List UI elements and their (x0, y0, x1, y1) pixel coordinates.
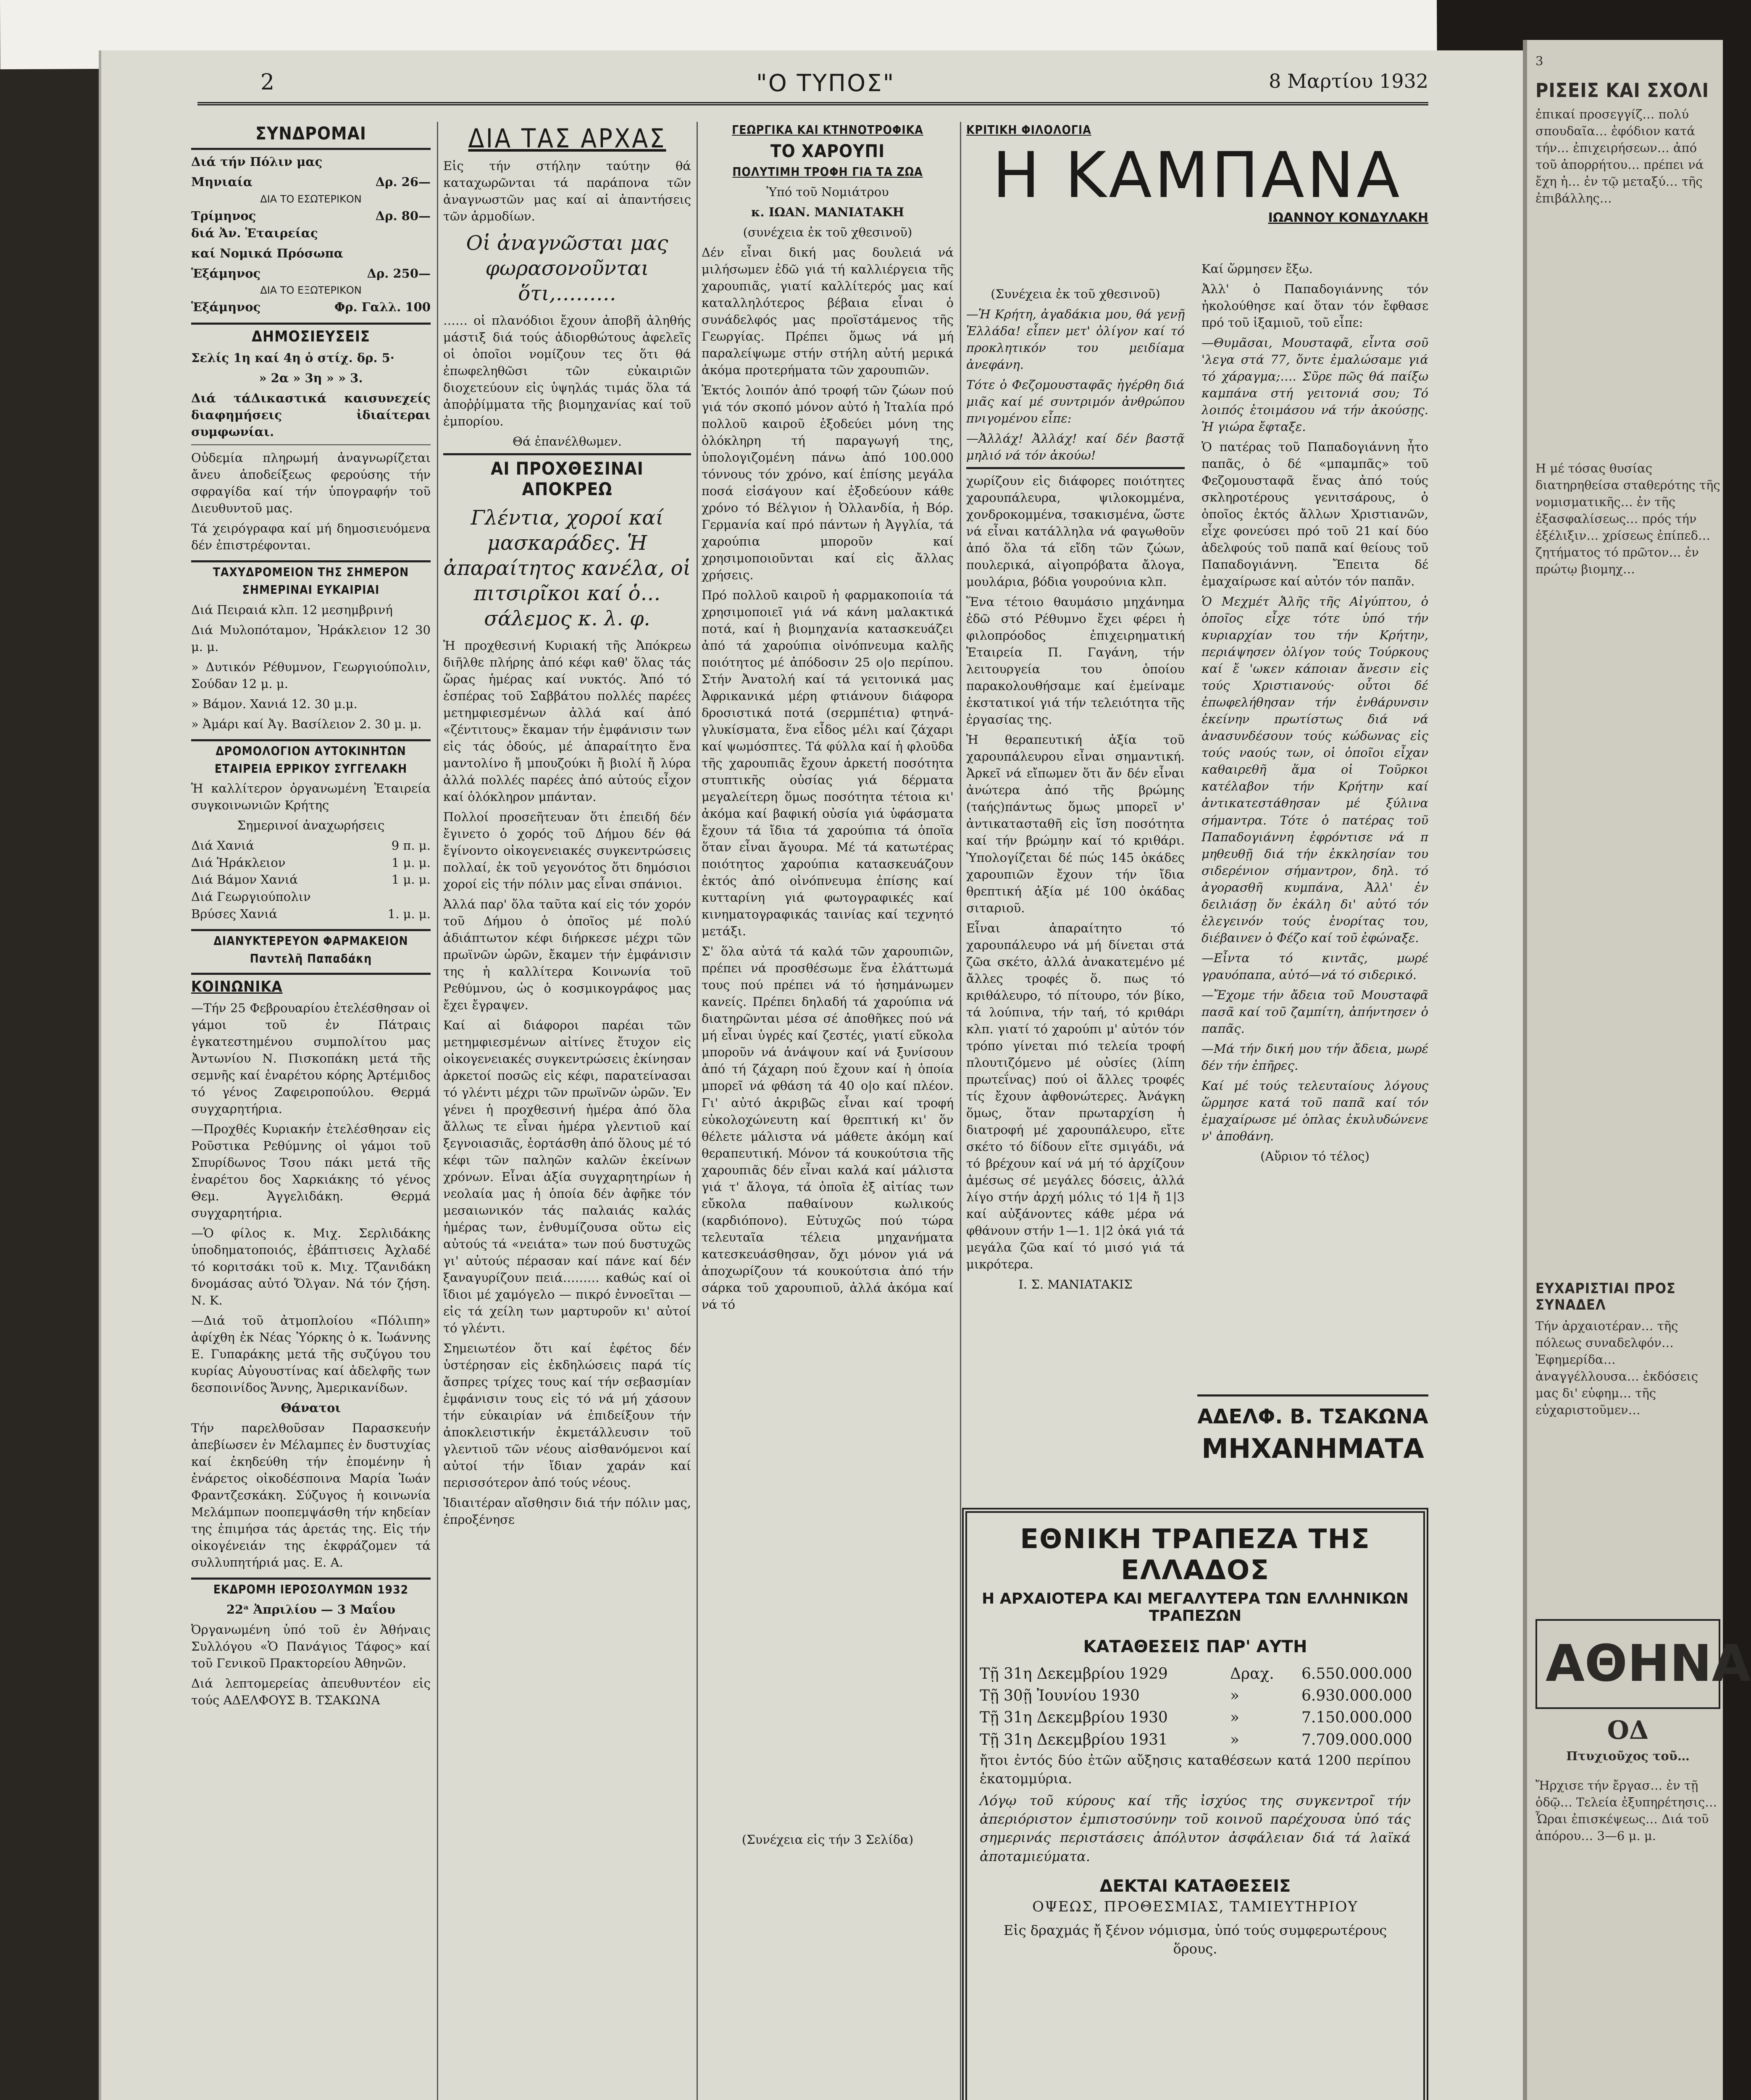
pilgrimage-section (191, 1583, 431, 1708)
post-office-section (191, 566, 431, 732)
carnival-headline: Γλέντια, χοροί καί μασκαράδες. Ἡ ἀπαραίτητος κανέλα, οἱ πιτσιρῖκοι καί ὁ… σάλεμος κ. λ. φ. (443, 506, 691, 631)
binder-edge (0, 69, 99, 2100)
continued-note: (Συνέχεια εἰς τήν 3 Σελίδα) (741, 1832, 914, 1847)
bus-sub: Σημερινοί ἀναχωρήσεις (237, 818, 385, 833)
article-text: Ἰδιαιτέραν αἴσθησιν διά τήν πόλιν μας, ἐπροξένησε (443, 1495, 691, 1527)
athina-sub2: Πτυχιοῦχος τοῦ… (1566, 1749, 1690, 1764)
kampana-col-b (1202, 260, 1428, 1168)
publications-text: Διά τάΔικαστικά καισυνεχείς διαφημήσεις ἰδιαίτεραι συμφωνίαι. (191, 391, 431, 439)
right-page-number: 3 (1535, 54, 1543, 68)
article-text: Εἶναι ἀπαραίτητο τό χαρουπάλευρο νά μή δίνεται στά ζῶα σκέτο, ἀλλά ἀνακατεμένο μέ ἄλλες τροφές ὅ. πως τό κριθάλευρο, τό πίτουρο, τόν βίκο, τά λούπινα, τήν ταή, τό κριθάρι κλπ. γιατί τό χαρούπι μ' αὐτόν τόν τρόπο γίνεται πιό τελεία τροφή πλουτιζόμενο μέ οὐσίες (λίπη πρωτεΐνας) πού οἱ ἄλλες τροφές τίς ἔχουν ἀφθονώτερες. Ἀνάγκη ὅμως, ὅταν πρωταρχίση ἡ διατροφή μέ χαρουπάλευρο, εἴτε σκέτο τό δίδουν εἴτε σμιγάδι, νά τό βρέχουν καί νά μή τό ἀρχίζουν ἀμέσως σέ μεγάλες δόσεις, ἀλλά λίγο στήν ἀρχή μόλις τό 1|4 ἤ 1|3 καί αὐξάνοντες κάθε μέρα νά φθάνουν στήν 1—1. 1|2 ὀκά γιά τά μεγάλα ζῶα καί τό μισό γιά τά μικρότερα. (966, 921, 1185, 1271)
divider (191, 929, 431, 931)
article-text: Ἡ προχθεσινή Κυριακή τῆς Ἀπόκρεω διῆλθε πλήρης ἀπό κέφι καθ' ὅλας τάς ὥρας ἡμέρας καί νυκτός. Ἀπό τό ἑσπέρας τοῦ Σαββάτου πολλές παρέες μετημφιεσμένων ἀλλά καί ἀπό «ζέντιτους» ἔκαμαν τήν ἐμφάνισιν των εἰς τάς ὁδούς, μέ ἀπαραίτητο ἕνα μαντολίνο ἤ μπουζούκι ἤ βιολί ἤ λύρα ἀλλά πολλές παρέες ἀπό αὐτούς εἶχον καί ὁλόκληρον μπάνταν. (443, 638, 691, 804)
divider (191, 973, 431, 975)
subscription-line: Μηνιαία Δρ. 26— (191, 175, 431, 189)
divider (443, 453, 691, 455)
social-title: ΚΟΙΝΩΝΙΚΑ (191, 978, 283, 995)
tsakona-ad-line2: ΜΗΧΑΝΗΜΑΤΑ (1202, 1433, 1424, 1465)
divider (191, 1578, 431, 1580)
post-office-text: Διά Πειραιά κλπ. 12 μεσημβρινή (191, 602, 393, 617)
bus-intro: Ἡ καλλίτερον ὀργανωμένη Ἑταιρεία συγκοινωνιῶν Κρήτης (191, 781, 431, 813)
issue-date: 8 Μαρτίου 1932 (1269, 70, 1428, 92)
article-text: Σ' ὅλα αὐτά τά καλά τῶν χαρουπιῶν, πρέπει νά προσθέσωμε ἕνα ἐλάττωμά τους πού πρέπει νά τό ἠσημάνωμεν κανείς. Πρέπει δηλαδή τά χαρούπια νά διατηρῶνται μέσα σέ ἀποθῆκες πού νά μή εἶναι ὑγρές καί ζεστές, γιατί εὔκολα μποροῦν νά ἀνάψουν καί νά ξυνίσουν ἀπό τή ζάχαρη πού ἔχουν καί ἡ ὁποία μπορεῖ νά φθάση τά 40 ο|ο καί πλέον. Γι' αὐτό ἀκριβῶς εἶναι καί τροφή εὐκολοχώνευτη καί θρεπτική κι' ὅν θέλετε μάλιστα νά μάθετε ἀκόμη καί θεραπευτική. Μόνον τά κουκούτσια τῆς χαρουπιᾶς δέν εἶναι καλά καί μάλιστα γιά τ' ἄλογα, τά ὁποῖα ἐξ αἰτίας των εὔκολα παθαίνουν κωλικούς (καρδιόπονο). Εὐτυχῶς πού τώρα τελευταῖα τέλεια μηχανήματα κατεσκευάσθησαν, ὄχι μόνον γιά νά ἀποχωρίζουν τά κουκούτσια ἀπό τήν σάρκα τοῦ χαρουπιοῦ, ἀλλά ἀκόμα καί νά τό (702, 944, 954, 1312)
continuation-note: (Συνέχεια ἐκ τοῦ χθεσινοῦ) (991, 287, 1160, 301)
national-bank-ad (962, 1508, 1428, 2100)
athina-sub: ΟΔ (1607, 1715, 1649, 1745)
bank-closing: Εἰς δραχμάς ἤ ξένον νόμισμα, ὑπό τούς συμφερωτέρους ὅρους. (1003, 1922, 1387, 1957)
divider (191, 323, 431, 325)
column-rule (437, 122, 438, 2100)
authorities-intro: Εἰς τήν στήλην ταύτην θά καταχωρῶνται τά παράπονα τῶν ἀναγνωστῶν μας καί αἱ ἀπαντήσεις τῶν ἁρμοδίων. (443, 159, 691, 224)
social-text: —Ὁ φίλος κ. Μιχ. Σερλιδάκης ὑποδηματοποιός, ἐβάπτισεις Ἀχλαδέ τό κοριτσάκι τοῦ κ. Μιχ. Τζανιδάκη δνομάσας αὐτό Ὄλγαν. Νά τόν ζήση. Ν. Κ. (191, 1226, 431, 1308)
right-page-ad-box (1535, 1619, 1751, 2012)
kampana-title: Η ΚΑΜΠΑΝΑ (992, 139, 1402, 213)
social-text: —Διά τοῦ ἀτμοπλοίου «Πόλιπη» ἀφίχθη ἐκ Νέας Ὑόρκης ὁ κ. Ἰωάννης Ε. Γυπαράκης μετά τῆς συζύγου του κυρίας Αὐγουστίνας καί ἀδελφῆς των δεσποινίδος Ἄννης, Ἀμερικανίδων. (191, 1313, 431, 1395)
divider (191, 560, 431, 562)
bank-growth: ἤτοι ἐντός δύο ἐτῶν αὔξησις καταθέσεων κατά 1200 περίπου ἑκατομμύρια. (980, 1752, 1411, 1787)
deposit-row: Τῇ 30ῇ Ἰουνίου 1930 » 6.930.000.000 (980, 1687, 1412, 1705)
divider (191, 444, 431, 445)
tsakona-ad-line1: ΑΔΕΛΦ. Β. ΤΣΑΚΩΝΑ (1197, 1405, 1428, 1428)
article-text: …… οἱ πλανόδιοι ἔχουν ἀποβῆ ἀληθής μάστιξ διά τούς ἀδιορθώτους ἀφελεῖς οἱ ὁποῖοι νομίζουν τες ὅτι θά ἐπωφεληθῶσι τῶν εὐκαιριῶν διοχετεύουν εἰς ὑψηλάς τιμάς ὅλα τά ἀποῤῥίμματα τῆς βιομηχανίας καί τοῦ ἐμπορίου. (443, 313, 691, 429)
article-text: Ἀλλ' ὁ Παπαδογιάννης τόν ἠκολούθησε καί ὅταν τόν ἔφθασε πρό τοῦ ἱξαμιοῦ, τοῦ εἶπε: (1202, 282, 1428, 330)
post-office-text: » Δυτικόν Ρέθυμνον, Γεωργιούπολιν, Σούδαν 12 μ. μ. (191, 659, 431, 691)
pharmacy-title: ΔΙΑΝΥΚΤΕΡΕΥΟΝ ΦΑΡΜΑΚΕΙΟΝ (213, 934, 408, 948)
deposit-row: Τῇ 31η Δεκεμβρίου 1930 » 7.150.000.000 (980, 1709, 1412, 1727)
subscription-line: Διά τήν Πόλιν μας (191, 155, 323, 169)
pilgrimage-text: Διά λεπτομερείας ἀπευθυντέον εἰς τούς ΑΔΕΛΦΟΥΣ Β. ΤΣΑΚΩΝΑ (191, 1676, 431, 1707)
column-2 (443, 122, 691, 2100)
article-text: Θά ἐπανέλθωμεν. (513, 434, 622, 449)
pilgrimage-text: Ὀργανωμένη ὑπό τοῦ ἐν Ἀθήναις Συλλόγου «Ὁ Πανάγιος Τάφος» καί τοῦ Γενικοῦ Πρακτορείου Ἀθηνῶν. (191, 1622, 431, 1670)
article-text: Ἕνα τέτοιο θαυμάσιο μηχάνημα ἐδῶ στό Ρέθυμνο ἔχει φέρει ἡ φιλοπρόοδος ἐπιχειρηματική Ἑταιρεία Π. Γαγάνη, τήν λειτουργεία του ὁποίου παρακολουθήσαμε καί ἐμείναμε ἐκστατικοί γιά τήν τελειότητα τῆς ἐργασίας της. (966, 595, 1185, 727)
subscription-subheading: ΔΙΑ ΤΟ ΕΞΩΤΕΡΙΚΟΝ (260, 284, 362, 297)
publications-title: ΔΗΜΟΣΙΕΥΣΕΙΣ (251, 328, 371, 345)
article-text: Καί μέ τούς τελευταίους λόγους ὥρμησε κατά τοῦ παπᾶ καί τόν ἐμαχαίρωσε μέ ὁπλας ἐκυλυδώνενε ν' ἀποθάνη. (1202, 1078, 1428, 1143)
masthead-rule (197, 102, 1428, 105)
agriculture-kicker: ΓΕΩΡΓΙΚΑ ΚΑΙ ΚΤΗΝΟΤΡΟΦΙΚΑ (732, 123, 923, 137)
social-section (191, 978, 431, 1571)
article-text: Τότε ὁ Φεζομουσταφᾶς ἠγέρθη διά μιᾶς καί μέ συντριμόν ἀνθρώπου πνιγομένου εἶπε: (966, 378, 1185, 426)
social-text: —Τήν 25 Φεβρουαρίου ἐτελέσθησαν οἱ γάμοι τοῦ ἐν Πάτραις ἐγκατεστημένου συμπολίτου μας Ἀντωνίου Ν. Πισκοπάκη μετά τῆς σεμνῆς καί ἐναρέτου κόρης Ἀρτέμιδος τό γένος Ζαφειροπούλου. Θερμά συγχαρητήρια. (191, 1000, 431, 1116)
article-text: Σημειωτέον ὅτι καί ἐφέτος δέν ὑστέρησαν εἰς ἐκδηλώσεις παρά τίς ἄσπρες τρίχες τους καί τήν σεβασμίαν ἐμφάνισιν τους εἰς τό νά μή χάσουν τήν εὐκαιρίαν νά ἐπιδείξουν τήν ἀποκλειστικήν ἐκμετάλλευσιν τοῦ γλεντιοῦ τῶν νέους αἰσθανόμενοι καί αὐτοί τήν ἴδιαν χαράν καί περισσότερον ἀπό τούς νέους. (443, 1341, 691, 1490)
article-text: Πρό πολλοῦ καιροῦ ἡ φαρμακοποιία τά χρησιμοποιεῖ γιά νά κάνη μαλακτικά ποτά, καί ἡ βιομηχανία κατασκευάζει ἀπό τά χαρούπια οἰνόπνευμα καλῆς ποιότητος μέ ἀπόδοσιν 25 ο|ο περίπου. Στήν Ἀνατολή καί τά γειτονικά μας Ἀφρικανικά μέρη φτιάνουν διάφορα δροσιστικά ποτά (σερμπέτια) φτηνά-γλυκίσματα, ἕνα εἶδος μέλι καί ζάχαρι καί ψωμόσπτες. Τά φύλλα καί ἡ φλοῦδα τῆς χαρουπιᾶς ἔχουν ἀρκετή ποσότητα στυπτικῆς οὐσίας γιά δέρματα μεγαλείτερη ὅμως ποσότητα τέτοια κι' ἀκόμα καί βαφική οὐσία γιά ὑφάσματα ἔχουν τά ἴδια τά χαρούπια τά ὁποῖα ὅταν εἶναι ἄγουρα. Μέ τά κατωτέρας ποιότητος χαρούπια κατασκευάζουν ἐκτός ἀπό οἰνόπνευμα ἐπίσης καί κυτταρίνη γιά φωτογραφικές καί κινηματογραφικάς ταινίας καί τεχνητό μετάξι. (702, 588, 954, 939)
subscriptions-title: ΣΥΝΔΡΟΜΑΙ (255, 123, 366, 144)
bank-deposit-types: ΟΨΕΩΣ, ΠΡΟΘΕΣΜΙΑΣ, ΤΑΜΙΕΥΤΗΡΙΟΥ (1032, 1898, 1358, 1915)
bus-schedule-section (191, 745, 431, 922)
newspaper-page-right (1523, 40, 1751, 2100)
subscription-line: Ἑξάμηνος Δρ. 250— (191, 266, 431, 281)
article-text: Ὁ πατέρας τοῦ Παπαδογιάννη ἦτο παπᾶς, ὁ δέ «μπαμπᾶς» τοῦ Φεζομουσταφᾶ ἕνας ἀπό τούς σκληροτέρους γενιτσάρους, ὁ ὁποῖος ἐκτός ἄλλων Χριστιανῶν, εἶχε φονεύσει πρό τοῦ 21 καί δύο ἀδελφούς τοῦ παπᾶ καί θείους τοῦ Παπαδογιάννη. Ἔπειτα δέ ἐμαχαίρωσε καί αὐτόν τόν παπᾶν. (1202, 440, 1428, 589)
bus-row: Διά Ἡράκλειον 1 μ. μ. (191, 855, 431, 870)
deposit-row: Τῇ 31η Δεκεμβρίου 1931 » 7.709.000.000 (980, 1731, 1412, 1748)
tsakona-machinery-ad (1197, 1394, 1428, 1499)
subscription-line: Ἑξάμηνος Φρ. Γαλλ. 100 (191, 300, 431, 315)
signature: Ι. Σ. ΜΑΝΙΑΤΑΚΙΣ (1018, 1277, 1133, 1292)
article-text: Καί αἱ διάφοροι παρέαι τῶν μετημφιεσμένων αἰτίνες ἔτυχον εἰς οἰκογενειακές συγκεντρώσεις ἐκίνησαν ἀρκετοί ποσῶς εἰς κέφι, παρατείνασαι τό γλέντι μέχρι τῶν πρωϊνῶν ὡρῶν. Ἐν γένει ἡ προχθεσινή ἡμέρα ἀπό ὅλα ἄλλως τε εἶναι ἡμέρα γλεντιοῦ καί ξεγνοιασιᾶς, ἑορτάσθη ἀπό ὅλους μέ τό κέφι τῶν παληῶν καλῶν ἐκείνων χρόνων. Εἶναι ἀξία συγχαρητηρίων ἡ νεολαία μας ἡ ὁποία δέν ἀφῆκε τόν μεσαιωνικόν τάς παλαιάς καλάς ἡμέρας των, ἐνθυμίζουσα οὕτω εἰς αὐτούς τά «νειάτα» των πού δυστυχῶς γι' αὐτούς πέρασαν καί πάνε καί δέν ξαναγυρίζουν πειά……… καθώς καί οἱ ἴδιοι μέ χαμόγελο — πικρό ἐννοεῖται — εἰς τά χείλη των μαρτυροῦν κι' αὐτοί τό γλέντι. (443, 1018, 691, 1335)
carob-title: ΤΟ ΧΑΡΟΥΠΙ (770, 141, 885, 162)
bank-text: Λόγῳ τοῦ κύρους καί τῆς ἰσχύος της συγκεντροῖ τήν ἀπεριόριστον ἐμπιστοσύνην τοῦ κοινοῦ παρέχουσα ὑπό τάς σημερινάς περιστάσεις ἀπόλυτον ἀσφάλειαν διά τά λαϊκά ἀποταμιεύματα. (980, 1793, 1411, 1864)
continuation-note: (συνέχεια ἐκ τοῦ χθεσινοῦ) (743, 225, 912, 239)
article-text: Πολλοί προσεῆτευαν ὅτι ἐπειδή δέν ἔγινετο ὁ χορός τοῦ Δήμου δέν θά ἔγίνοντο οἰκογενειακές συγκεντρώσεις πολλαί, ἐκ τοῦ γεγονότος ὅτι δημόσιοι χοροί εἰς τήν πόλιν μας εἶναι σπάνιοι. (443, 810, 691, 892)
bus-row: Διά Γεωργιούπολιν (191, 889, 311, 904)
article-text: Ἀλλά παρ' ὅλα ταῦτα καί εἰς τόν χορόν τοῦ Δήμου ὁ ὁποῖος μέ πολύ ἀδιάπτωτον κέφι διήρκεσε μέχρι τῶν πρωϊνῶν ὡρῶν, ἔκαμεν τήν ἐμφάνισιν της ἡ καλλίτερα Κοινωνία τοῦ Ρεθύμνου, ὡς ὁ κοσμικογράφος μας ἔχει ἔγραψεν. (443, 897, 691, 1013)
divider (191, 739, 431, 741)
pharmacy-section (191, 934, 431, 966)
readers-observe-headline: Οἱ ἀναγνῶσται μας φωρασονοῦνται ὅτι,……… (466, 231, 668, 306)
masthead (197, 62, 1428, 104)
article-text: —Μά τήν δική μου τήν ἄδεια, μωρέ δέν τήν ἐπῆρες. (1202, 1041, 1428, 1073)
pharmacy-name: Παντελῆ Παπαδάκη (250, 952, 372, 966)
deaths-title: Θάνατοι (281, 1401, 341, 1415)
right-heading: ΕΥΧΑΡΙΣΤΙΑΙ ΠΡΟΣ ΣΥΝΑΔΕΛ (1535, 1280, 1676, 1314)
publications-text: Τά χειρόγραφα καί μή δημοσιευόμενα δέν ἐπιστρέφονται. (191, 521, 431, 553)
post-office-title: ΤΑΧΥΔΡΟΜΕΙΟΝ ΤΗΣ ΣΗΜΕΡΟΝ (213, 565, 409, 580)
post-office-text: Διά Μυλοπόταμον, Ἡράκλειον 12 30 μ. μ. (191, 622, 431, 654)
athina-box: ΑΘΗΝΑ (1535, 1619, 1720, 1709)
article-text: Καί ὥρμησεν ἔξω. (1202, 262, 1313, 276)
bus-company-title: ΕΤΑΙΡΕΙΑ ΕΡΡΙΚΟΥ ΣΥΓΓΕΛΑΚΗ (214, 761, 408, 776)
bus-row: Διά Χανιά 9 π. μ. (191, 838, 431, 853)
article-text: Ἐκτός λοιπόν ἀπό τροφή τῶν ζώων πού γιά τόν σκοπό μόνον αὐτό ἡ Ἰταλία πρό πολλοῦ καιροῦ ἐξοδεύει μόνη της ὁλόκληρη τή παραγωγή της, ὑπολογιζομένη πάνω ἀπό 100.000 τόννους τόν χρόνο, καί ἐπίσης μεγάλα ποσά εἰσάγουν καί ἐξοδεύουν κάθε χρόνο τό Βέλγιον ἡ Ὀλλανδία, ἡ Βόρ. Γερμανία καί πρό πάντων ἡ Ἀγγλία, τά χαρούπια μποροῦν καί χρησιμοποιοῦνται καί εἰς ἄλλας χρήσεις. (702, 383, 954, 583)
publications-text: Οὐδεμία πληρωμή ἀναγνωρίζεται ἄνευ ἀποδείξεως φερούσης τήν σφραγίδα καί τήν ὑπογραφήν τοῦ Διευθυντοῦ μας. (191, 451, 431, 516)
right-text: Η μέ τόσας θυσίας διατηρηθείσα σταθερότης τῆς νομισματικῆς… ἐν τῆς ἐξασφαλίσεως… πρός τήν ἐξέλιξιν… χρίσεως ἐπίπεδ… ζητήματος τό πρῶτον… ἐν πρώτῳ βιομηχ… (1535, 461, 1720, 577)
column-1 (191, 122, 431, 2100)
right-text: Τήν ἀρχαιοτέραν… τῆς πόλεως συναδελφόν… Ἐφημερίδα… ἀναγγέλλουσα… ἐκδόσεις μας δι' εὐφημ… τῆς εὐχαριστοῦμεν… (1535, 1319, 1698, 1418)
article-text: —Ἡ Κρήτη, ἀγαδάκια μου, θά γενῇ Ἑλλάδα! εἶπεν μετ' ὀλίγον καί τό προκλητικόν του μειδίαμα ἀνεφάνη. (966, 307, 1185, 372)
article-text: —Θυμᾶσαι, Μουσταφᾶ, εἶντα σοῦ 'λεγα στά 77, ὅντε ἐμαλώσαμε γιά τό χάραγμα;…. Σῦρε πῶς θά παίξω καμπάνα στή γειτονιά σου; Τό λοιπός ἑτοιμάσου νά τήν ἀκούσῃς. Ἡ γιώρα ἔφταξε. (1202, 336, 1428, 434)
bus-row: Διά Βάμον Χανιά 1 μ. μ. (191, 872, 431, 887)
carnival-title: ΑΙ ΠΡΟΧΘΕΣΙΝΑΙ ΑΠΟΚΡΕΩ (491, 458, 644, 499)
subscription-subheading: ΔΙΑ ΤΟ ΕΣΩΤΕΡΙΚΟΝ (260, 193, 362, 205)
right-page-section-1 (1535, 78, 1720, 400)
carob-subtitle: ΠΟΛΥΤΙΜΗ ΤΡΟΦΗ ΓΙΑ ΤΑ ΖΩΑ (732, 165, 923, 179)
bank-subtitle: Η ΑΡΧΑΙΟΤΕΡΑ ΚΑΙ ΜΕΓΑΛΥΤΕΡΑ ΤΩΝ ΕΛΛΗΝΙΚΩΝ ΤΡΑΠΕΖΩΝ (982, 1590, 1409, 1625)
subscription-line: διά Ἀν. Ἑταιρείας (191, 226, 318, 240)
post-office-subtitle: ΣΗΜΕΡΙΝΑΙ ΕΥΚΑΙΡΙΑΙ (242, 583, 380, 597)
social-text: Τήν παρελθοῦσαν Παρασκευήν ἀπεβίωσεν ἐν Μέλαμπες ἐν δυστυχίας καί ἐκηδεύθη τήν ἑπομένην ἡ ἐνάρετος οἰκοδέσποινα Μαρία Ἰωάν Φραντζεσκάκη. Σύζυγος ἡ κοινωνία Μελάμπων ποοπεμψάσθη τήν κηδείαν της ἐπιμήσα τάς ἀρετάς της. Εἰς τήν οἰκογένειάν της ἐκφράζομεν τά συλλυπητήριά μας. Ε. Α. (191, 1421, 431, 1570)
column-rule (697, 122, 698, 2100)
page-number: 2 (260, 70, 275, 95)
bus-row: Βρύσες Χανιά 1. μ. μ. (191, 906, 431, 921)
right-heading: ΡΙΣΕΙΣ ΚΑΙ ΣΧΟΛΙ (1535, 79, 1709, 102)
article-text: Ἡ θεραπευτική ἀξία τοῦ χαρουπάλευρου εἶναι σημαντική. Ἀρκεῖ νά εἴπωμεν ὅτι ἄν δέν εἶναι ἀνώτερα ἀπό τῆς βρώμης (ταής)πάντως ὅμως μπορεῖ ν' ἀντικατασταθῆ εἰς ἴση ποσότητα καί τήν βρώμην καί τό κριθάρι. Ὑπολογίζεται δέ πώς 145 ὀκάδες χαρουπιῶν ἔχουν τήν ἴδια θρεπτική ἀξία μέ 100 ὀκάδας σιταριοῦ. (966, 732, 1185, 915)
pilgrimage-date: 22ᵃ Ἀπριλίου — 3 Μαΐου (226, 1602, 396, 1617)
divider (966, 467, 1185, 469)
publications-text: Σελίς 1η καί 4η ὁ στίχ. δρ. 5· (191, 351, 394, 365)
deposits-title: ΚΑΤΑΘΕΣΕΙΣ ΠΑΡ' ΑΥΤΗ (1083, 1637, 1307, 1656)
column-3 (702, 122, 954, 2100)
subscription-line: Τρίμηνος Δρ. 80— (191, 208, 431, 223)
bank-title: ΕΘΝΙΚΗ ΤΡΑΠΕΖΑ ΤΗΣ ΕΛΛΑΔΟΣ (1020, 1524, 1370, 1586)
subscription-line: καί Νομικά Πρόσωπα (191, 246, 343, 260)
for-the-authorities-title: ΔΙΑ ΤΑΣ ΑΡΧΑΣ (468, 123, 666, 154)
divider (191, 148, 431, 150)
article-text: —Εἶντα τό κιντᾶς, μωρέ γραυόπαπα, αὐτό—νά τό σιδερικό. (1202, 950, 1428, 982)
article-text: Δέν εἶναι δική μας δουλειά νά μιλήσωμεν ἐδῶ γιά τή καλλιέργεια τῆς χαρουπιᾶς, γιατί καλλίτερός μας καί καταλληλότερος βέβαια εἶναι ὁ συνάδελφός μας προϊστάμενος τῆς Γεωργίας. Πρέπει ὅμως νά μή παραλείψωμε στήν στήλη αὐτή μερικά ἀκόμα προτερήματα τῶν χαρουπιῶν. (702, 245, 954, 377)
right-text: Ἤρχισε τήν ἔργασ… ἐν τῇ ὁδῷ… Τελεία ἐξυπηρέτησις… Ὧραι ἐπισκέψεως… Διά τοῦ ἀπόρου… 3—6 μ. μ. (1535, 1778, 1717, 1843)
article-text: —Ἔχομε τήν ἄδεια τοῦ Μουσταφᾶ πασᾶ καί τοῦ ζαμπίτη, ἀπήντησεν ὁ παπᾶς. (1202, 987, 1428, 1036)
article-text: —Ἀλλάχ! Ἀλλάχ! καί δέν βαστᾷ μηλιό νά τόν ἀκούω! (966, 431, 1185, 463)
column-4 (966, 122, 1428, 1292)
to-be-continued: (Αὔριον τό τέλος) (1260, 1149, 1370, 1163)
right-text: ἐπικαί προσεγγίζ… πολύ σπουδαῖα… ἐφόδιον κατά τήν… ἐπιχειρήσεων… ἀπό τοῦ ἀπορρήτου… πρέπει νά ἔχη ἡ… ἐν τῷ μεταξύ… τῆς ἐπιβάλλης… (1535, 107, 1704, 205)
publications-section (191, 328, 431, 554)
social-text: —Προχθές Κυριακήν ἐτελέσθησαν εἰς Ροῦστικα Ρεθύμνης οἱ γάμοι τοῦ Σπυρίδωνος Τσου πάκι μετά τῆς ἐναρέτου δος Χαρκιάκης τό γένος Θεμ. Ἀγγελιδάκη. Θερμά συγχαρητήρια. (191, 1122, 431, 1221)
bus-schedule-title: ΔΡΟΜΟΛΟΓΙΟΝ ΑΥΤΟΚΙΝΗΤΩΝ (216, 744, 406, 758)
kampana-col-a (966, 286, 1185, 1296)
right-page-section-2 (1535, 460, 1720, 1258)
article-text: χωρίζουν εἰς διάφορες ποιότητες χαρουπάλευρα, ψιλοκομμένα, χονδροκομμένα, τσακισμένα, ὥστε νά εἶναι κατάλληλα νά φαγωθοῦν ἀπό ὅλα τά εἴδη τῶν ζώων, πουλερικά, αἰγοπρόβατα ἄλογα, μουλάρια, βόδια γουρούνια κλπ. (966, 474, 1185, 589)
criticism-kicker: ΚΡΙΤΙΚΗ ΦΙΛΟΛΟΓΙΑ (966, 123, 1091, 137)
deposit-row: Τῇ 31η Δεκεμβρίου 1929 Δραχ. 6.550.000.000 (980, 1665, 1412, 1683)
bank-accepts: ΔΕΚΤΑΙ ΚΑΤΑΘΕΣΕΙΣ (1099, 1876, 1291, 1896)
subscriptions-section (191, 123, 431, 316)
pilgrimage-title: ΕΚΔΡΟΜΗ ΙΕΡΟΣΟΛΥΜΩΝ 1932 (213, 1583, 409, 1597)
byline-name: κ. ΙΩΑΝ. ΜΑΝΙΑΤΑΚΗ (751, 205, 904, 219)
publications-text: » 2α » 3η » » 3. (259, 371, 363, 386)
byline: Ὑπό τοῦ Νομιάτρου (766, 184, 889, 199)
column-rule (960, 122, 961, 2100)
newspaper-title: "Ο ΤΥΠΟΣ" (756, 70, 895, 97)
kampana-author: ΙΩΑΝΝΟΥ ΚΟΝΔΥΛΑΚΗ (1268, 210, 1428, 226)
right-page-section-3 (1535, 1279, 1720, 1570)
post-office-text: » Ἀμάρι καί Ἀγ. Βασίλειον 2. 30 μ. μ. (191, 717, 422, 731)
article-text: Ὁ Μεχμέτ Ἀλῆς τῆς Αἰγύπτου, ὁ ὁποῖος εἶχε τότε ὑπό τήν κυριαρχίαν του τήν Κρήτην, περιάψησεν ὀλίγον τούς Τούρκους καί ἔ 'ωκεν κάποιαν ἄνεσιν εἰς τούς Χριστιανούς· οὗτοι δέ ἐπωφελήθησαν τήν ἐνθάρυνσιν ἐκείνην πρωτίστως διά νά ἀνασυνδέσουν τούς κώδωνας εἰς τούς ναούς των, οἱ ὁποῖοι εἶχαν καθαιρεθῆ ἅμα οἱ Τοῦρκοι κατέλαβον τήν Κρήτην καί ἀντικατεστάθησαν μέ ξύλινα σήμαντρα. Τότε ὁ πατέρας τοῦ Παπαδογιάννη ἐφρόντισε νά π μηθευθῇ διά τήν ἐκκλησίαν του σιδερένιον σήμαντρον, δηλ. τό ἀγορασθῆ κυμπάνα, Ἀλλ' ἐν δειλιάσῃ ὅν ἐκάλη δι' αὐτό τόν ἐλεγεινόν τούς ἐνορίτας του, διέβαινεν ὁ Φέζο καί τοῦ ἐφώναξε. (1202, 594, 1428, 945)
carob-continued (702, 1831, 954, 1851)
post-office-text: » Βάμον. Χανιά 12. 30 μ.μ. (191, 696, 358, 711)
